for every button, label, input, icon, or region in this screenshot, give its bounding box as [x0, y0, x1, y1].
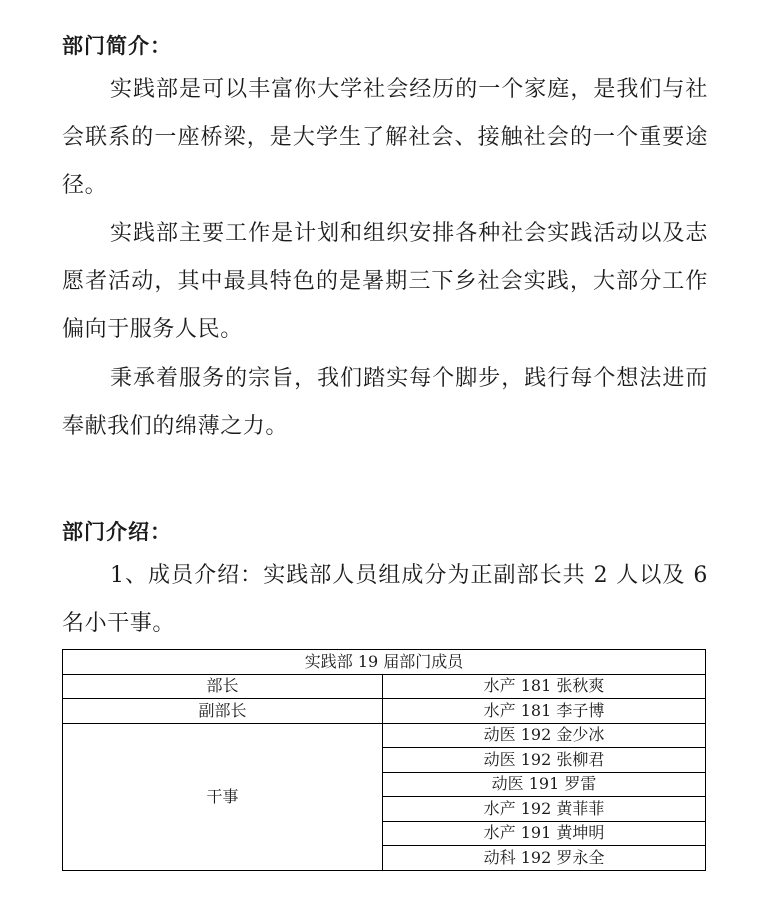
table-row [63, 674, 706, 699]
table-title: 实践部 19 届部门成员 [63, 650, 706, 675]
intro-paragraph-3: 秉承着服务的宗旨，我们踏实每个脚步，践行每个想法进而奉献我们的绵薄之力。 [62, 366, 708, 439]
intro-paragraph-2: 实践部主要工作是计划和组织安排各种社会实践活动以及志愿者活动，其中最具特色的是暑期三下乡社会实践，大部分工作偏向于服务人民。 [62, 221, 708, 342]
members-heading: 部门介绍： [62, 520, 172, 544]
member-cell: 动医 192 金少冰 [383, 723, 706, 748]
role-cell: 部长 [63, 674, 383, 699]
member-cell: 动科 192 罗永全 [383, 846, 706, 871]
member-cell: 水产 181 张秋爽 [383, 674, 706, 699]
table-row [63, 699, 706, 724]
member-cell: 动医 192 张柳君 [383, 748, 706, 773]
role-cell: 干事 [63, 723, 383, 870]
intro-heading: 部门简介： [62, 34, 172, 58]
role-cell: 副部长 [63, 699, 383, 724]
members-paragraph: 1、成员介绍：实践部人员组成分为正副部长共 2 人以及 6 名小干事。 [62, 563, 708, 636]
member-cell: 动医 191 罗雷 [383, 772, 706, 797]
members-table [62, 649, 706, 871]
member-cell: 水产 192 黄菲菲 [383, 797, 706, 822]
intro-paragraph-1: 实践部是可以丰富你大学社会经历的一个家庭，是我们与社会联系的一座桥梁，是大学生了解社会、接触社会的一个重要途径。 [62, 77, 708, 198]
member-cell: 水产 191 黄坤明 [383, 821, 706, 846]
member-cell: 水产 181 李子博 [383, 699, 706, 724]
table-row [63, 723, 706, 748]
table-title-row [63, 650, 706, 675]
